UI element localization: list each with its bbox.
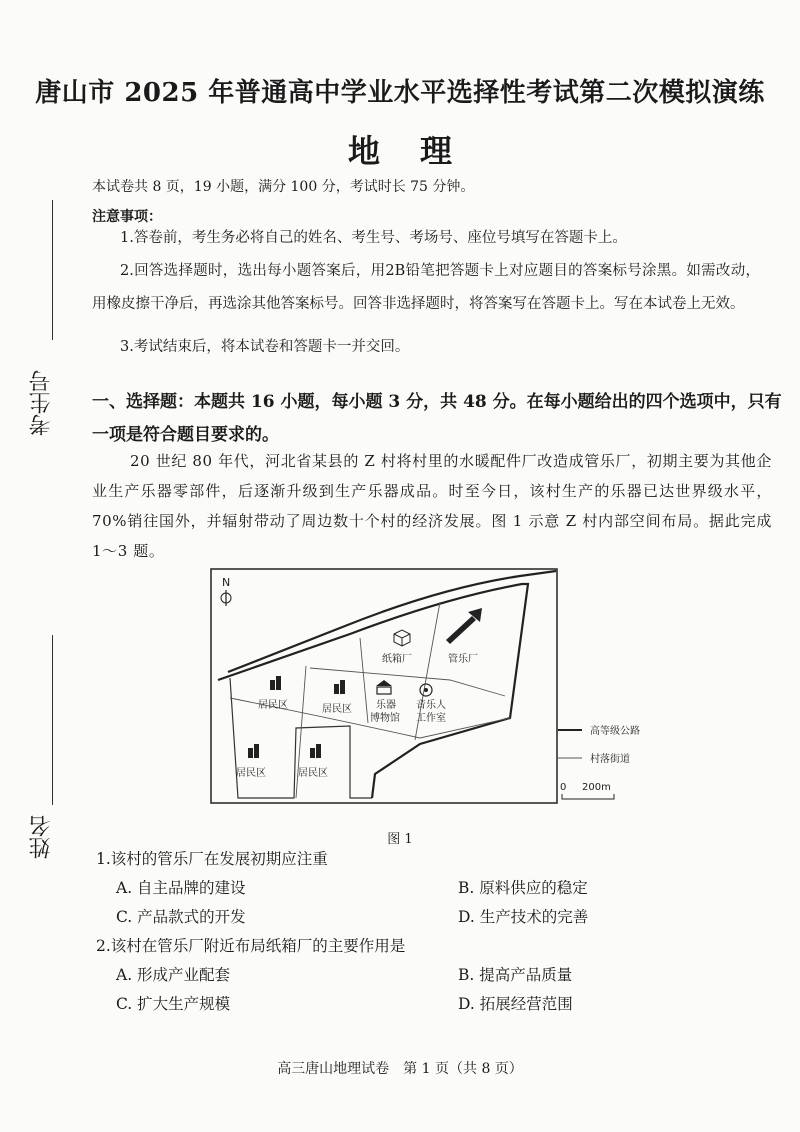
residential-label-3: 居民区 xyxy=(236,768,266,779)
north-arrow-icon xyxy=(221,590,231,606)
examinee-no-label: 考生号 xyxy=(29,370,54,436)
studio-label-line2: 工作室 xyxy=(416,713,446,724)
trumpet-icon xyxy=(446,608,482,644)
museum-label-line2: 博物馆 xyxy=(370,713,400,724)
section-heading: 一、选择题：本题共 16 小题，每小题 3 分，共 48 分。在每小题给出的四个选项中，只有一项是符合题目要求的。 xyxy=(92,392,782,445)
scale-zero: 0 xyxy=(560,782,567,793)
note-item-2: 2.回答选择题时，选出每小题答案后，用2B铅笔把答题卡上对应题目的答案标号涂黑。如需改动，用橡皮擦干净后，再选涂其他答案标号。回答非选择题时，将答案写在答题卡上。写在本试卷上无效。 xyxy=(92,263,760,312)
question-1-stem: 1.该村的管乐厂在发展初期应注重 xyxy=(96,850,328,868)
museum-label-line1: 乐器 xyxy=(376,700,396,711)
studio-label-line1: 音乐人 xyxy=(416,700,446,711)
legend-street-label: 村落街道 xyxy=(590,754,630,765)
village-boundary xyxy=(230,678,372,798)
building-icon xyxy=(334,680,345,694)
music-studio-icon xyxy=(420,684,432,696)
page-footer: 高三唐山地理试卷 第 1 页（共 8 页） xyxy=(277,1061,523,1077)
exam-info: 本试卷共 8 页，19 小题，满分 100 分，考试时长 75 分钟。 xyxy=(92,179,475,195)
question-1-option-b: B. 原料供应的稳定 xyxy=(458,879,588,897)
street-4 xyxy=(360,638,368,723)
museum-icon xyxy=(376,680,392,694)
map-legend xyxy=(556,722,686,804)
building-icon xyxy=(310,744,321,758)
residential-label-4: 居民区 xyxy=(298,768,328,779)
binding-line-top xyxy=(52,200,53,340)
building-icon xyxy=(248,744,259,758)
scale-length: 200m xyxy=(582,782,611,793)
north-letter: N xyxy=(222,576,231,589)
question-1-option-a: A. 自主品牌的建设 xyxy=(116,879,246,897)
scale-bar xyxy=(562,794,614,799)
question-1-option-c: C. 产品款式的开发 xyxy=(116,908,246,926)
notes-heading: 注意事项： xyxy=(92,209,162,225)
question-2-option-d: D. 拓展经营范围 xyxy=(458,995,573,1013)
note-item-3: 3.考试结束后，将本试卷和答题卡一并交回。 xyxy=(120,339,410,355)
box-icon xyxy=(394,630,410,646)
village-layout-map xyxy=(210,568,580,823)
residential-label-1: 居民区 xyxy=(258,700,288,711)
note-item-1: 1.答卷前，考生务必将自己的姓名、考生号、考场号、座位号填写在答题卡上。 xyxy=(120,230,627,246)
legend-highway-label: 高等级公路 xyxy=(590,726,640,737)
figure-caption: 图 1 xyxy=(387,832,413,847)
street-2 xyxy=(310,668,505,696)
name-label: 姓名 xyxy=(29,815,54,859)
binding-line-mid xyxy=(52,635,53,805)
question-2-option-c: C. 扩大生产规模 xyxy=(116,995,231,1013)
exam-title: 唐山市 2025 年普通高中学业水平选择性考试第二次模拟演练 xyxy=(35,78,765,108)
question-1-option-d: D. 生产技术的完善 xyxy=(458,908,589,926)
question-2-option-b: B. 提高产品质量 xyxy=(458,966,573,984)
subject-title: 地理 xyxy=(347,132,492,170)
band-factory-label: 管乐厂 xyxy=(448,654,478,665)
residential-label-2: 居民区 xyxy=(322,704,352,715)
carton-factory-label: 纸箱厂 xyxy=(382,654,412,665)
question-stem: 20 世纪 80 年代，河北省某县的 Z 村将村里的水暖配件厂改造成管乐厂，初期主要为其他企业生产乐器零部件，后逐渐升级到生产乐器成品。时至今日，该村生产的乐器已达世界级水平，70%销往国外，并辐射带动了周边数十个村的经济发展。图 1 示意 Z 村内部空间布局。据此完成 1～3 题。 xyxy=(92,452,772,560)
question-2-stem: 2.该村在管乐厂附近布局纸箱厂的主要作用是 xyxy=(96,937,406,955)
building-icon xyxy=(270,676,281,690)
question-2-option-a: A. 形成产业配套 xyxy=(116,966,231,984)
